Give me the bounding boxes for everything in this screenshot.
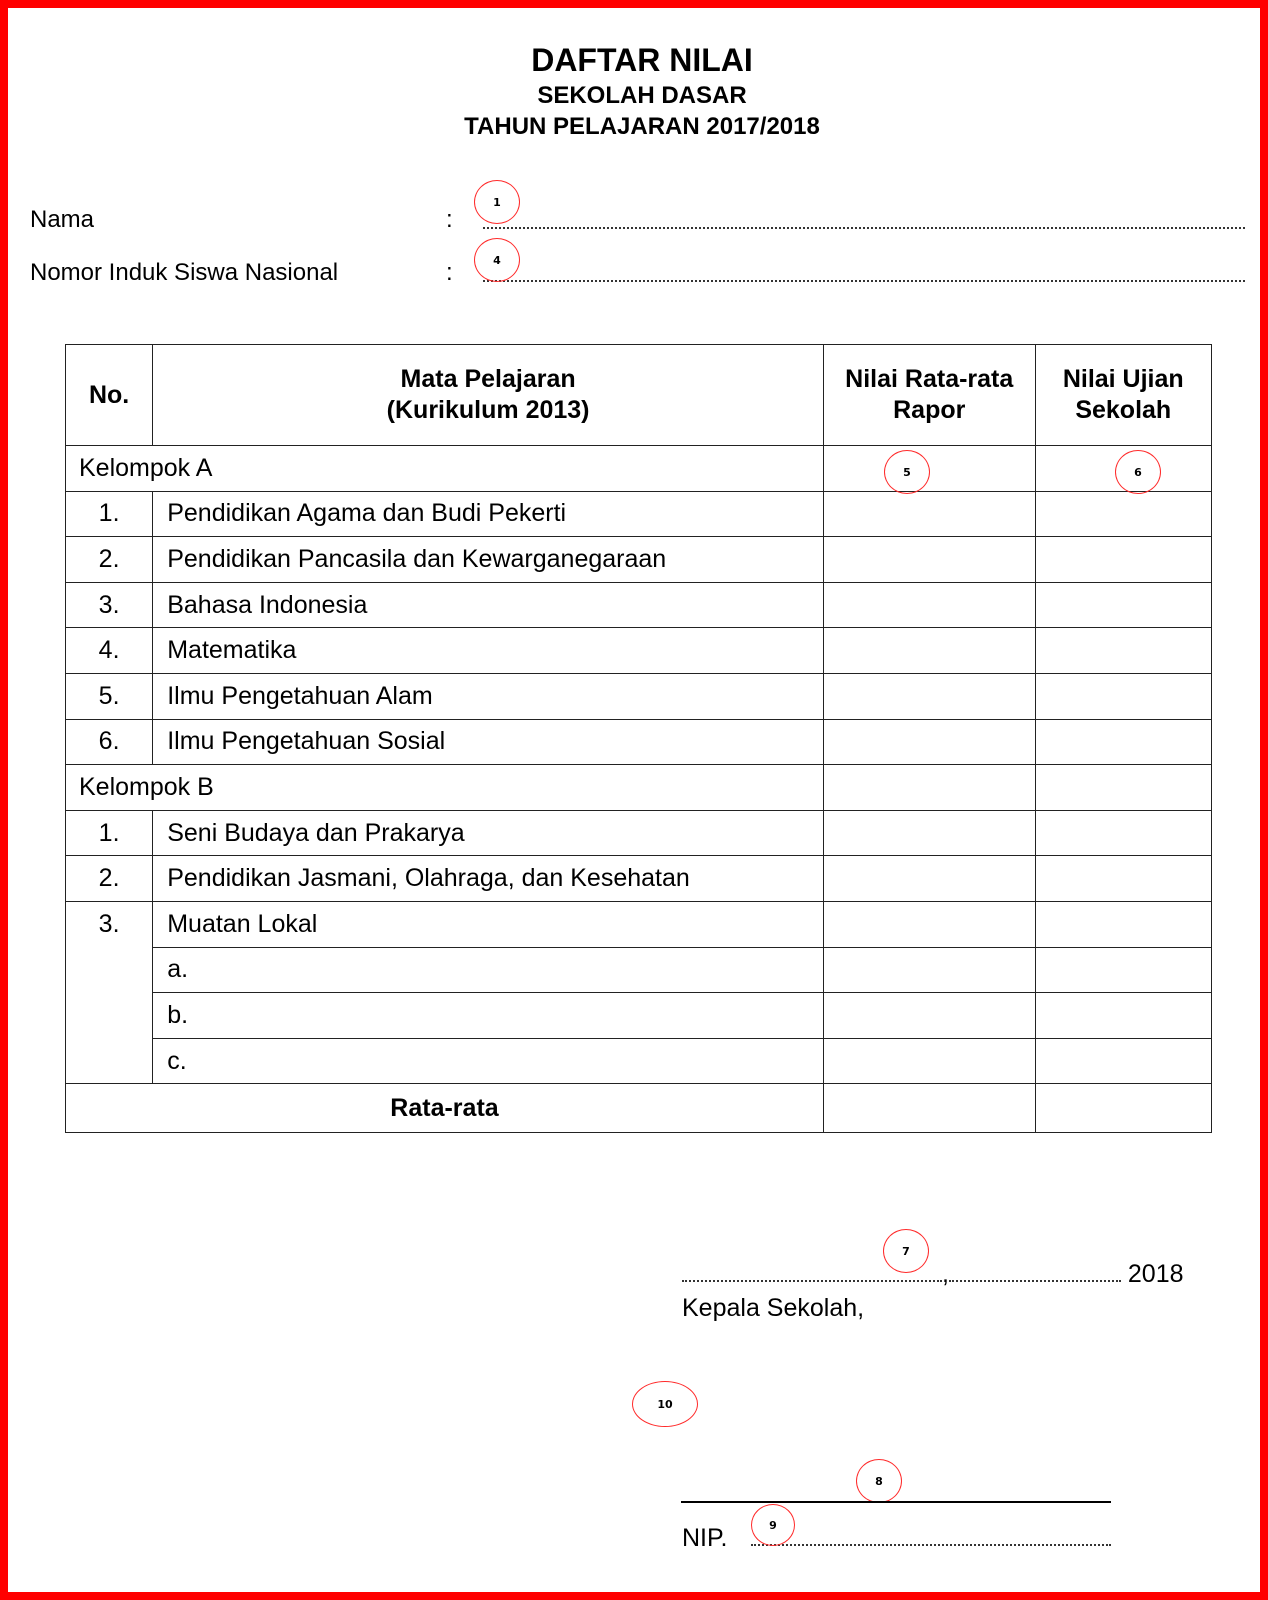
header-rapor-line1: Nilai Rata-rata: [845, 365, 1014, 393]
rapor-score-cell[interactable]: [823, 719, 1035, 765]
nip-field[interactable]: [751, 1544, 1111, 1546]
table-row: [66, 673, 1212, 719]
table-row: [66, 719, 1212, 765]
rapor-score-cell[interactable]: [823, 582, 1035, 628]
subject-name: Ilmu Pengetahuan Alam: [153, 673, 824, 719]
document-title: DAFTAR NILAI: [531, 42, 753, 78]
rapor-score-cell[interactable]: [823, 947, 1035, 993]
place-field[interactable]: [682, 1280, 942, 1282]
header-no: No.: [66, 345, 153, 446]
table-row: [66, 856, 1212, 902]
rapor-score-cell[interactable]: [823, 810, 1035, 856]
ujian-score-cell[interactable]: [1035, 856, 1211, 902]
group-row-b: [66, 765, 1212, 811]
date-comma: ,: [942, 1260, 949, 1288]
ujian-score-cell[interactable]: [1035, 537, 1211, 583]
header-rapor: [823, 345, 1035, 446]
ujian-score-cell[interactable]: [1035, 993, 1211, 1039]
signature-line[interactable]: [681, 1501, 1111, 1503]
signature-year: 2018: [1127, 1260, 1184, 1288]
marker-4: 4: [474, 238, 520, 282]
subject-name: Muatan Lokal: [153, 901, 824, 947]
date-field[interactable]: [949, 1280, 1121, 1282]
group-a-label: Kelompok A: [66, 446, 824, 492]
rapor-score-cell[interactable]: [823, 856, 1035, 902]
table-row: [66, 993, 1212, 1039]
nisn-field[interactable]: [483, 280, 1245, 282]
marker-8: 8: [856, 1459, 902, 1503]
row-number: 3.: [66, 901, 153, 1083]
nisn-colon: :: [446, 259, 453, 286]
ujian-score-cell[interactable]: [1035, 628, 1211, 674]
table-row: [66, 901, 1212, 947]
nip-row: [682, 1524, 1111, 1553]
rapor-score-cell[interactable]: [823, 628, 1035, 674]
group-b-label: Kelompok B: [66, 765, 824, 811]
nisn-label: Nomor Induk Siswa Nasional: [30, 259, 339, 286]
table-row: [66, 628, 1212, 674]
ujian-score-cell[interactable]: [1035, 1038, 1211, 1084]
marker-7: 7: [883, 1229, 929, 1273]
subject-name: Ilmu Pengetahuan Sosial: [153, 719, 824, 765]
average-rapor-cell[interactable]: [823, 1084, 1035, 1133]
marker-9: 9: [751, 1504, 795, 1546]
academic-year: TAHUN PELAJARAN 2017/2018: [464, 113, 820, 140]
ujian-score-cell[interactable]: [1035, 901, 1211, 947]
signature-place-date: [682, 1260, 1184, 1289]
header-ujian-line1: Nilai Ujian: [1062, 365, 1184, 393]
group-row-a: [66, 446, 1212, 492]
principal-role: Kepala Sekolah,: [682, 1294, 865, 1322]
muatan-sub-item: c.: [153, 1038, 824, 1084]
header-subject: [153, 345, 824, 446]
table-row: [66, 947, 1212, 993]
subject-name: Matematika: [153, 628, 824, 674]
ujian-score-cell[interactable]: [1035, 719, 1211, 765]
header-subject-line1: Mata Pelajaran: [400, 365, 576, 393]
row-number: 2.: [66, 537, 153, 583]
ujian-score-cell[interactable]: [1035, 673, 1211, 719]
group-b-ujian-cell: [1035, 765, 1211, 811]
rapor-score-cell[interactable]: [823, 901, 1035, 947]
row-number: 4.: [66, 628, 153, 674]
marker-5: 5: [884, 450, 930, 494]
average-row: [66, 1084, 1212, 1133]
muatan-sub-item: b.: [153, 993, 824, 1039]
marker-1: 1: [474, 180, 520, 224]
ujian-score-cell[interactable]: [1035, 810, 1211, 856]
row-number: 3.: [66, 582, 153, 628]
rapor-score-cell[interactable]: [823, 537, 1035, 583]
row-number: 1.: [66, 491, 153, 537]
nama-field[interactable]: [483, 227, 1245, 229]
rapor-score-cell[interactable]: [823, 673, 1035, 719]
document-subtitle: SEKOLAH DASAR: [537, 82, 747, 109]
subject-name: Seni Budaya dan Prakarya: [153, 810, 824, 856]
header-ujian: [1035, 345, 1211, 446]
subject-name: Bahasa Indonesia: [153, 582, 824, 628]
row-number: 6.: [66, 719, 153, 765]
table-row: [66, 537, 1212, 583]
row-number: 1.: [66, 810, 153, 856]
header-ujian-line2: Sekolah: [1075, 396, 1172, 424]
row-number: 2.: [66, 856, 153, 902]
table-row: [66, 491, 1212, 537]
rapor-score-cell[interactable]: [823, 1038, 1035, 1084]
group-b-rapor-cell: [823, 765, 1035, 811]
table-row: [66, 1038, 1212, 1084]
nama-label: Nama: [30, 206, 95, 233]
marker-10: 10: [632, 1381, 698, 1427]
subject-name: Pendidikan Pancasila dan Kewarganegaraan: [153, 537, 824, 583]
muatan-sub-item: a.: [153, 947, 824, 993]
table-header-row: [66, 345, 1212, 446]
header-subject-line2: (Kurikulum 2013): [386, 396, 590, 424]
nip-label: NIP.: [682, 1524, 728, 1552]
header-rapor-line2: Rapor: [893, 396, 966, 424]
grades-table: [65, 344, 1212, 1133]
subject-name: Pendidikan Agama dan Budi Pekerti: [153, 491, 824, 537]
ujian-score-cell[interactable]: [1035, 947, 1211, 993]
rapor-score-cell[interactable]: [823, 491, 1035, 537]
rapor-score-cell[interactable]: [823, 993, 1035, 1039]
ujian-score-cell[interactable]: [1035, 491, 1211, 537]
nama-colon: :: [446, 206, 453, 233]
subject-name: Pendidikan Jasmani, Olahraga, dan Kesehatan: [153, 856, 824, 902]
average-ujian-cell[interactable]: [1035, 1084, 1211, 1133]
marker-6: 6: [1115, 450, 1161, 494]
row-number: 5.: [66, 673, 153, 719]
ujian-score-cell[interactable]: [1035, 582, 1211, 628]
table-row: [66, 582, 1212, 628]
average-label: Rata-rata: [66, 1084, 824, 1133]
table-row: [66, 810, 1212, 856]
